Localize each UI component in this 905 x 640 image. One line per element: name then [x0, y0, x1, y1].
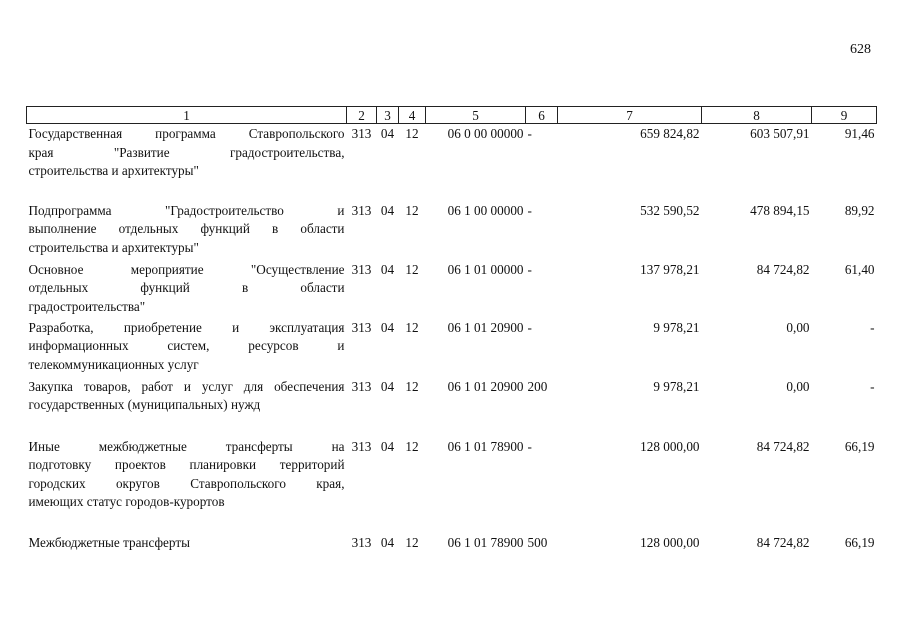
description-line: имеющих статус городов-курортов: [28, 494, 225, 509]
cell-plan: 9 978,21: [653, 319, 700, 335]
description-line: телекоммуникационных услуг: [28, 356, 199, 372]
cell-rz: 04: [380, 438, 395, 454]
cell-pct: 89,92: [844, 202, 875, 218]
row-description: [27, 260, 347, 318]
cell-fact: 84 724,82: [756, 438, 810, 454]
description-line: Подпрограмма "Градостроительство и: [28, 202, 345, 218]
cell-vr: -: [527, 438, 532, 454]
table-row: [27, 260, 877, 318]
header-col-4: 4: [399, 107, 426, 124]
cell-ved: 313: [351, 261, 372, 277]
cell-fact: 84 724,82: [756, 261, 810, 277]
header-col-3: 3: [377, 107, 399, 124]
description-line: края "Развитие градостроительства,: [28, 144, 345, 160]
description-line: градостроительства": [28, 298, 146, 314]
table-row: [27, 124, 877, 201]
cell-rz: 04: [380, 261, 395, 277]
description-line: Закупка товаров, работ и услуг для обеспечения: [28, 378, 345, 394]
cell-ved: 313: [351, 378, 372, 394]
header-col-2: 2: [347, 107, 377, 124]
cell-pct: -: [870, 319, 875, 335]
row-description: [27, 201, 347, 260]
cell-ved: 313: [351, 202, 372, 218]
cell-vr: -: [527, 319, 532, 335]
cell-plan: 137 978,21: [640, 261, 700, 277]
cell-vr: -: [527, 202, 532, 218]
header-col-7: 7: [558, 107, 702, 124]
cell-plan: 659 824,82: [640, 126, 700, 141]
description-line: Иные межбюджетные трансферты на: [28, 438, 345, 454]
description-line: информационных систем, ресурсов и: [28, 338, 345, 353]
cell-plan: 532 590,52: [640, 202, 700, 218]
cell-cs: 06 1 01 20900: [447, 319, 524, 335]
row-description: [27, 533, 347, 555]
cell-vr: 200: [527, 378, 548, 394]
cell-plan: 9 978,21: [653, 378, 700, 394]
table-body: [27, 124, 877, 555]
table-row: [27, 533, 877, 555]
cell-pr: 12: [405, 202, 419, 218]
header-col-6: 6: [526, 107, 558, 124]
cell-fact: 478 894,15: [750, 202, 810, 218]
description-line: подготовку проектов планировки территорий: [28, 457, 345, 472]
header-col-8: 8: [702, 107, 812, 124]
cell-rz: 04: [380, 378, 395, 394]
cell-cs: 06 1 01 78900: [447, 534, 524, 550]
cell-ved: 313: [351, 126, 372, 141]
cell-rz: 04: [380, 126, 395, 141]
cell-ved: 313: [351, 319, 372, 335]
cell-cs: 06 1 01 20900: [447, 378, 524, 394]
cell-fact: 0,00: [786, 378, 810, 394]
cell-pr: 12: [405, 534, 419, 550]
cell-plan: 128 000,00: [640, 534, 700, 550]
description-line: строительства и архитектуры": [28, 239, 199, 255]
cell-rz: 04: [380, 534, 395, 550]
table-row: [27, 437, 877, 533]
header-col-1: 1: [27, 107, 347, 124]
cell-fact: 0,00: [786, 319, 810, 335]
cell-rz: 04: [380, 202, 395, 218]
cell-cs: 06 1 01 00000: [447, 261, 524, 277]
cell-cs: 06 0 00 00000: [447, 126, 524, 141]
cell-vr: 500: [527, 534, 548, 550]
description-line: отдельных функций в области: [28, 280, 345, 295]
description-line: Основное мероприятие "Осуществление: [28, 261, 345, 277]
description-line: городских округов Ставропольского края,: [28, 475, 345, 491]
table-header-row: [27, 107, 877, 124]
description-line: Разработка, приобретение и эксплуатация: [28, 319, 345, 335]
cell-pct: -: [870, 378, 875, 394]
description-line: Государственная программа Ставропольского: [28, 126, 345, 141]
cell-cs: 06 1 00 00000: [447, 202, 524, 218]
cell-ved: 313: [351, 438, 372, 454]
cell-fact: 603 507,91: [750, 126, 810, 141]
row-description: [27, 377, 347, 437]
table-row: [27, 318, 877, 377]
cell-vr: -: [527, 261, 532, 277]
cell-ved: 313: [351, 534, 372, 550]
cell-pct: 66,19: [844, 438, 875, 454]
cell-pct: 61,40: [844, 261, 875, 277]
cell-plan: 128 000,00: [640, 438, 700, 454]
cell-pct: 91,46: [844, 126, 875, 141]
header-col-5: 5: [426, 107, 526, 124]
description-line: государственных (муниципальных) нужд: [28, 397, 261, 412]
cell-pr: 12: [405, 438, 419, 454]
cell-vr: -: [527, 126, 532, 141]
cell-pct: 66,19: [844, 534, 875, 550]
description-line: строительства и архитектуры": [28, 163, 199, 178]
table-row: [27, 377, 877, 437]
cell-cs: 06 1 01 78900: [447, 438, 524, 454]
budget-table: [26, 106, 877, 555]
page-number: 628: [850, 42, 871, 57]
row-description: [27, 124, 347, 201]
cell-pr: 12: [405, 319, 419, 335]
cell-pr: 12: [405, 378, 419, 394]
header-col-9: 9: [812, 107, 877, 124]
cell-fact: 84 724,82: [756, 534, 810, 550]
cell-pr: 12: [405, 261, 419, 277]
row-description: [27, 437, 347, 533]
cell-pr: 12: [405, 126, 419, 141]
table-row: [27, 201, 877, 260]
cell-rz: 04: [380, 319, 395, 335]
description-line: Межбюджетные трансферты: [28, 534, 190, 550]
description-line: выполнение отдельных функций в области: [28, 221, 345, 236]
row-description: [27, 318, 347, 377]
